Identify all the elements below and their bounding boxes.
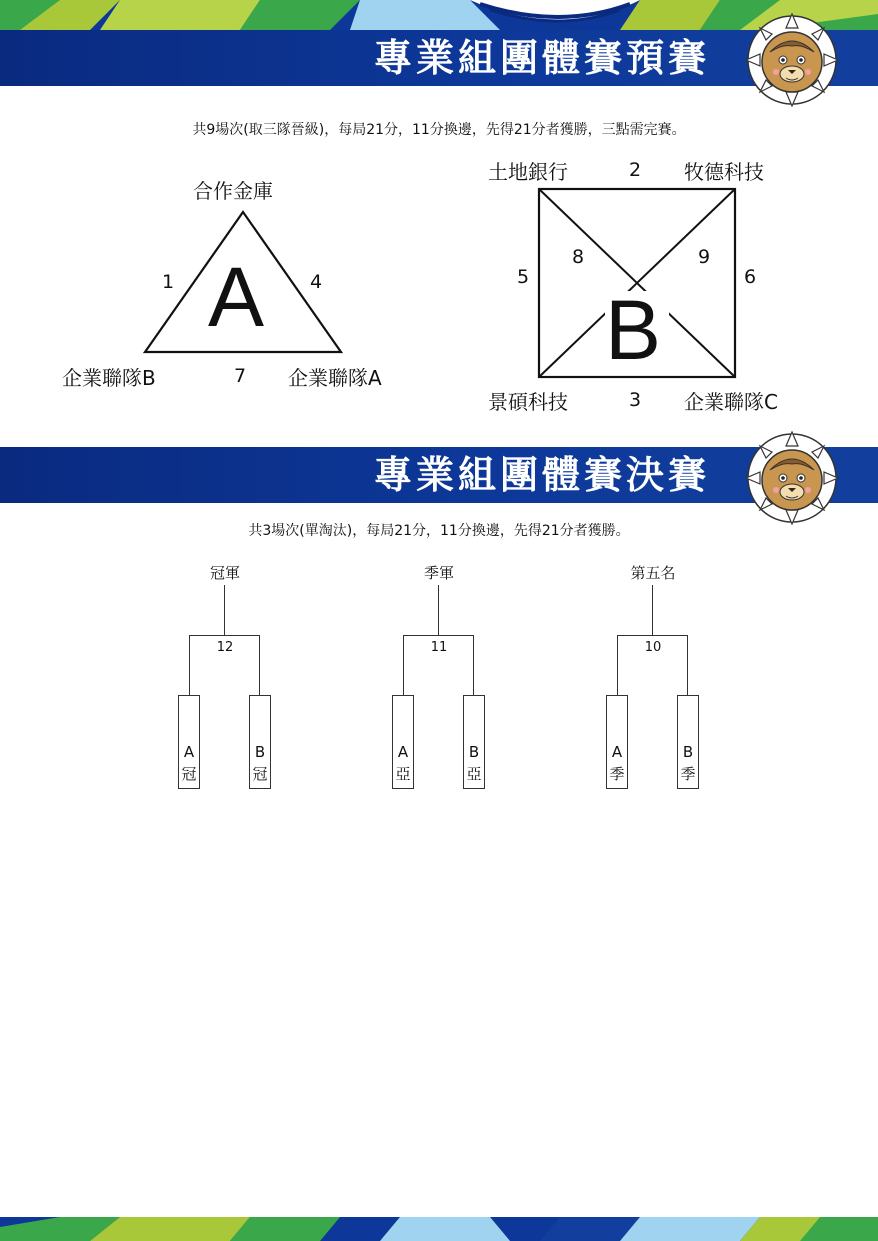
- final-description: 共3場次(單淘汰)，每局21分，11分換邊，先得21分者獲勝。: [248, 523, 630, 539]
- group-b-bottom-left-team: 景碩科技: [488, 390, 568, 414]
- lion-mascot-icon: [744, 430, 840, 526]
- bracket-title: 冠軍: [209, 564, 240, 582]
- group-b-match-top: 2: [629, 159, 642, 181]
- group-b-match-right: 6: [744, 266, 757, 288]
- bracket-slot: A 冠: [178, 695, 200, 789]
- bracket-title: 第五名: [630, 564, 676, 582]
- group-a-match-bottom: 7: [234, 365, 247, 387]
- prelim-description: 共9場次(取三隊晉級)，每局21分，11分換邊，先得21分者獲勝，三點需完賽。: [192, 122, 686, 138]
- match-number: 10: [644, 640, 662, 655]
- group-a-top-team: 合作金庫: [193, 179, 273, 203]
- bracket-slot: B 冠: [249, 695, 271, 789]
- group-b-top-right-team: 牧德科技: [684, 160, 764, 184]
- group-a-match-right: 4: [310, 271, 323, 293]
- group-a-match-left: 1: [162, 271, 175, 293]
- match-number: 12: [216, 640, 234, 655]
- bracket-slot: A 季: [606, 695, 628, 789]
- bracket-slot: B 亞: [463, 695, 485, 789]
- bracket-slot: A 亞: [392, 695, 414, 789]
- group-b-bottom-right-team: 企業聯隊C: [684, 390, 778, 414]
- group-a-letter: A: [208, 250, 265, 344]
- group-b-match-diag-left: 8: [572, 246, 585, 268]
- group-b-match-bottom: 3: [629, 389, 642, 411]
- group-b-letter: B: [605, 283, 662, 377]
- bottom-decoration: [0, 1217, 878, 1241]
- bracket-slot: B 季: [677, 695, 699, 789]
- lion-mascot-icon: [744, 12, 840, 108]
- prelim-title: 專業組團體賽預賽: [373, 36, 710, 80]
- group-b-match-diag-right: 9: [698, 246, 711, 268]
- group-a-right-team: 企業聯隊A: [288, 366, 382, 390]
- group-a-left-team: 企業聯隊B: [62, 366, 156, 390]
- group-b-top-left-team: 土地銀行: [488, 160, 568, 184]
- final-title: 專業組團體賽決賽: [373, 453, 710, 497]
- match-number: 11: [430, 640, 448, 655]
- bracket-title: 季軍: [423, 564, 454, 582]
- group-b-match-left: 5: [517, 266, 530, 288]
